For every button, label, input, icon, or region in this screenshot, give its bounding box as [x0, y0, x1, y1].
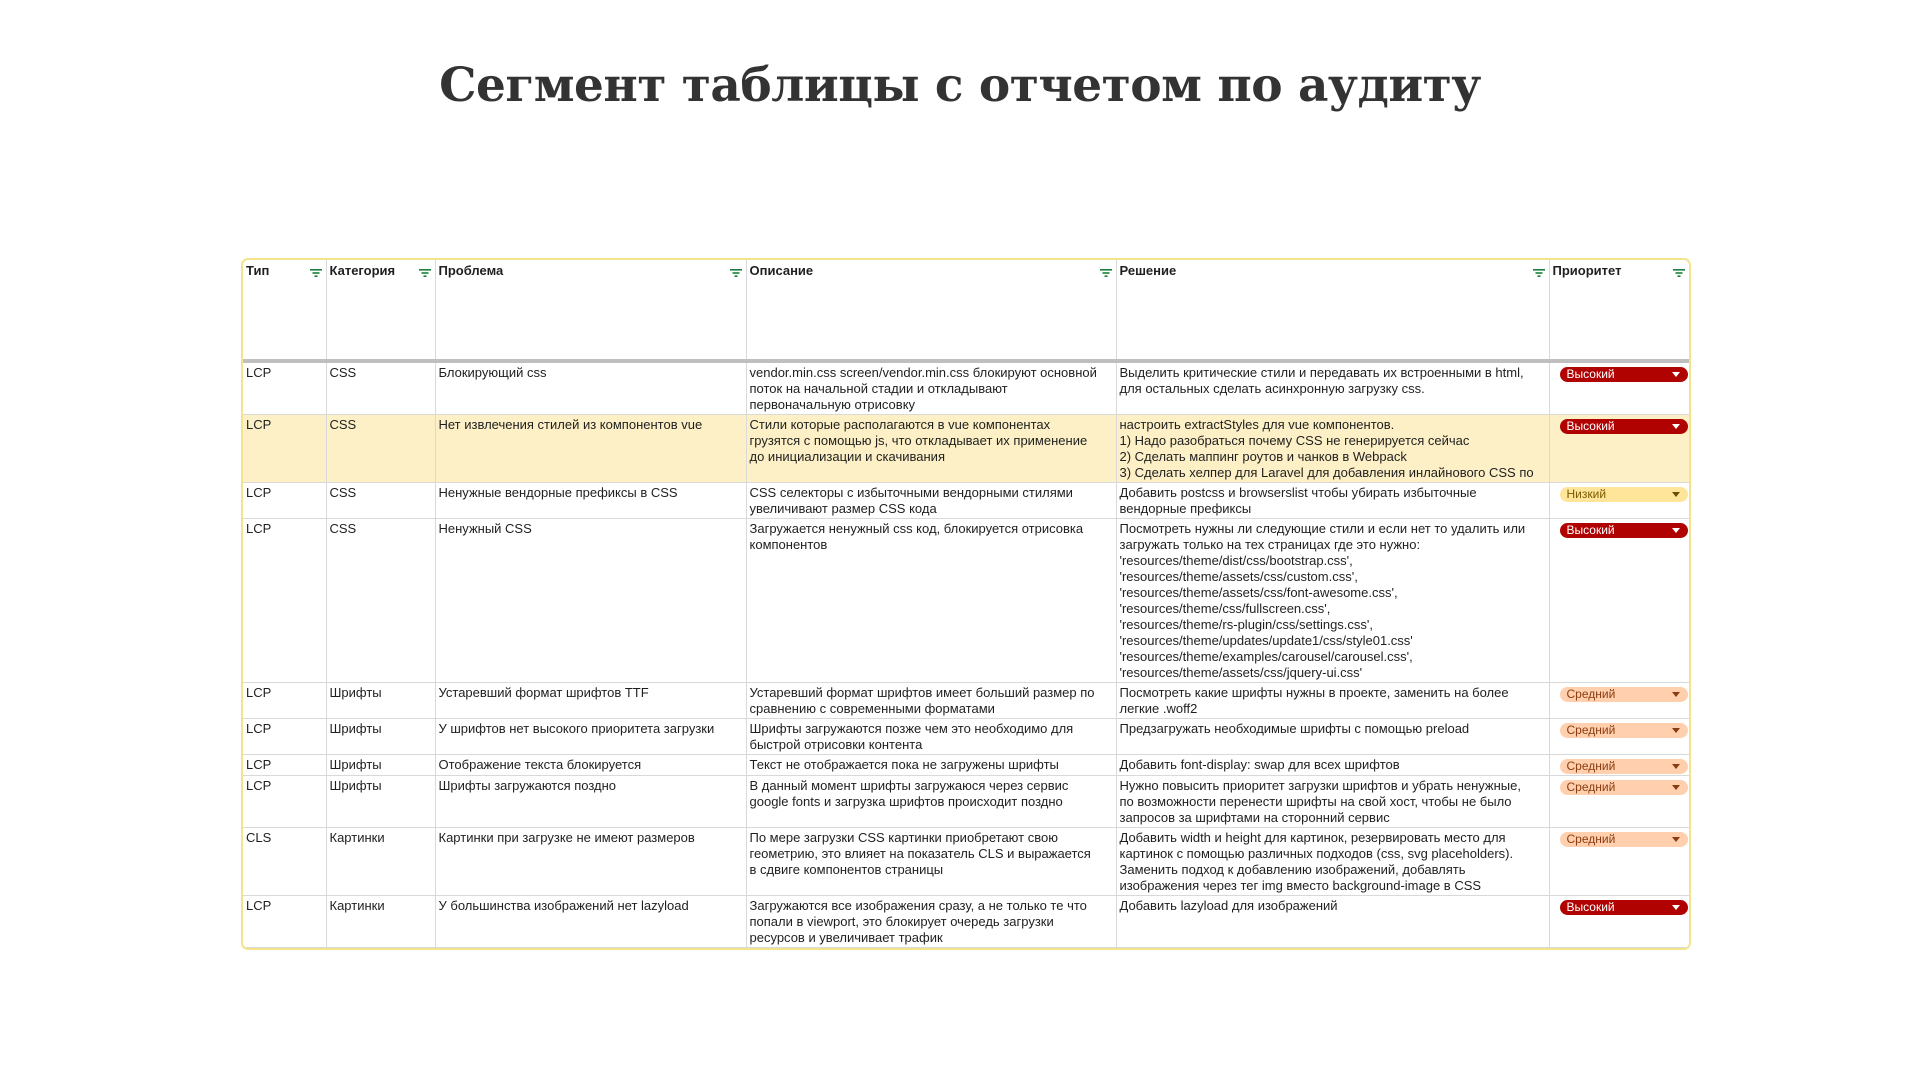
- filter-icon[interactable]: [419, 266, 431, 276]
- cell-description[interactable]: Стили которые располагаются в vue компонентах грузятся с помощью js, что откладывает их применение до инициализации и скачивания: [746, 415, 1116, 483]
- cell-solution[interactable]: Предзагружать необходимые шрифты с помощью preload: [1116, 719, 1549, 755]
- priority-label: Высокий: [1566, 367, 1615, 381]
- cell-category[interactable]: CSS: [326, 519, 435, 683]
- cell-priority: [1549, 776, 1689, 828]
- filter-icon[interactable]: [1100, 266, 1112, 276]
- cell-problem[interactable]: Ненужные вендорные префиксы в CSS: [435, 483, 746, 519]
- cell-problem[interactable]: Ненужный CSS: [435, 519, 746, 683]
- column-header-type[interactable]: [243, 260, 326, 361]
- cell-type[interactable]: CLS: [243, 828, 326, 896]
- priority-dropdown[interactable]: [1560, 523, 1688, 538]
- column-header-label: Тип: [246, 263, 270, 278]
- audit-grid: [243, 260, 1689, 948]
- priority-dropdown[interactable]: [1560, 832, 1688, 847]
- table-row: [243, 519, 1689, 683]
- column-header-problem[interactable]: [435, 260, 746, 361]
- cell-priority: [1549, 361, 1689, 415]
- priority-label: Средний: [1566, 780, 1616, 794]
- table-body: [243, 361, 1689, 948]
- chevron-down-icon: [1672, 785, 1680, 790]
- priority-dropdown[interactable]: [1560, 723, 1688, 738]
- chevron-down-icon: [1672, 728, 1680, 733]
- cell-problem[interactable]: Устаревший формат шрифтов TTF: [435, 683, 746, 719]
- cell-description[interactable]: В данный момент шрифты загружаюся через сервис google fonts и загрузка шрифтов происходит поздно: [746, 776, 1116, 828]
- priority-label: Средний: [1566, 759, 1616, 773]
- cell-type[interactable]: LCP: [243, 896, 326, 948]
- cell-category[interactable]: Шрифты: [326, 719, 435, 755]
- column-header-priority[interactable]: [1549, 260, 1689, 361]
- priority-dropdown[interactable]: [1560, 487, 1688, 502]
- priority-dropdown[interactable]: [1560, 759, 1688, 774]
- cell-solution[interactable]: Выделить критические стили и передавать их встроенными в html, для остальных сделать асинхронную загрузку css.: [1116, 361, 1549, 415]
- chevron-down-icon: [1672, 528, 1680, 533]
- cell-problem[interactable]: Отображение текста блокируется: [435, 755, 746, 776]
- cell-description[interactable]: vendor.min.css screen/vendor.min.css блокируют основной поток на начальной стадии и откладывают первоначальную отрисовку: [746, 361, 1116, 415]
- cell-problem[interactable]: У шрифтов нет высокого приоритета загрузки: [435, 719, 746, 755]
- cell-description[interactable]: Шрифты загружаются позже чем это необходимо для быстрой отрисовки контента: [746, 719, 1116, 755]
- table-row: [243, 776, 1689, 828]
- cell-type[interactable]: LCP: [243, 415, 326, 483]
- cell-description[interactable]: Загружаются все изображения сразу, а не только те что попали в viewport, это блокирует очередь загрузки ресурсов и увеличивает трафик: [746, 896, 1116, 948]
- column-header-label: Приоритет: [1552, 263, 1622, 278]
- cell-type[interactable]: LCP: [243, 719, 326, 755]
- cell-problem[interactable]: У большинства изображений нет lazyload: [435, 896, 746, 948]
- cell-priority: [1549, 719, 1689, 755]
- cell-priority: [1549, 519, 1689, 683]
- cell-description[interactable]: По мере загрузки CSS картинки приобретают свою геометрию, это влияет на показатель CLS и выражается в сдвиге компонентов страницы: [746, 828, 1116, 896]
- filter-icon[interactable]: [730, 266, 742, 276]
- cell-problem[interactable]: Шрифты загружаются поздно: [435, 776, 746, 828]
- cell-category[interactable]: Шрифты: [326, 755, 435, 776]
- cell-description[interactable]: Загружается ненужный css код, блокируется отрисовка компонентов: [746, 519, 1116, 683]
- priority-dropdown[interactable]: [1560, 367, 1688, 382]
- cell-description[interactable]: CSS селекторы с избыточными вендорными стилями увеличивают размер CSS кода: [746, 483, 1116, 519]
- cell-problem[interactable]: Нет извлечения стилей из компонентов vue: [435, 415, 746, 483]
- cell-category[interactable]: CSS: [326, 361, 435, 415]
- column-header-category[interactable]: [326, 260, 435, 361]
- cell-category[interactable]: Картинки: [326, 828, 435, 896]
- cell-solution[interactable]: настроить extractStyles для vue компонентов. 1) Надо разобраться почему CSS не генерируется сейчас 2) Сделать маппинг роутов и чанков в Webpack 3) Сделать хелпер для Laravel для добавления инлайнового CSS по: [1116, 415, 1549, 483]
- table-row: [243, 415, 1689, 483]
- filter-icon[interactable]: [310, 266, 322, 276]
- chevron-down-icon: [1672, 492, 1680, 497]
- cell-priority: [1549, 483, 1689, 519]
- priority-label: Высокий: [1566, 523, 1615, 537]
- cell-category[interactable]: Шрифты: [326, 683, 435, 719]
- priority-label: Высокий: [1566, 900, 1615, 914]
- cell-priority: [1549, 683, 1689, 719]
- chevron-down-icon: [1672, 372, 1680, 377]
- table-row: [243, 719, 1689, 755]
- cell-category[interactable]: CSS: [326, 415, 435, 483]
- priority-label: Средний: [1566, 687, 1616, 701]
- cell-solution[interactable]: Нужно повысить приоритет загрузки шрифтов и убрать ненужные, по возможности перенести шрифты на свой хост, чтобы не было запросов за шрифтами на сторонний сервис: [1116, 776, 1549, 828]
- column-header-description[interactable]: [746, 260, 1116, 361]
- chevron-down-icon: [1672, 424, 1680, 429]
- priority-label: Средний: [1566, 832, 1616, 846]
- table-row: [243, 896, 1689, 948]
- filter-icon[interactable]: [1533, 266, 1545, 276]
- chevron-down-icon: [1672, 905, 1680, 910]
- cell-category[interactable]: CSS: [326, 483, 435, 519]
- cell-priority: [1549, 828, 1689, 896]
- cell-solution[interactable]: Добавить lazyload для изображений: [1116, 896, 1549, 948]
- priority-dropdown[interactable]: [1560, 687, 1688, 702]
- cell-type[interactable]: LCP: [243, 483, 326, 519]
- cell-solution[interactable]: Посмотреть нужны ли следующие стили и если нет то удалить или загружать только на тех страницах где это нужно: 'resources/theme/dist/css/bootstrap.css', 'resources/theme/assets/css/custom.css', 'resources/theme/assets/css/font-awesome.css', 'resources/theme/css/fullscreen.css', 'resources/theme/rs-plugin/css/settings.css', 'resources/theme/updates/update1/css/style01.css' 'resources/theme/examples/carousel/carousel.css', 'resources/theme/assets/css/jquery-ui.css': [1116, 519, 1549, 683]
- cell-solution[interactable]: Добавить font-display: swap для всех шрифтов: [1116, 755, 1549, 776]
- cell-type[interactable]: LCP: [243, 776, 326, 828]
- filter-icon[interactable]: [1673, 266, 1685, 276]
- cell-priority: [1549, 415, 1689, 483]
- priority-label: Средний: [1566, 723, 1616, 737]
- priority-dropdown[interactable]: [1560, 900, 1688, 915]
- cell-category[interactable]: Картинки: [326, 896, 435, 948]
- priority-label: Высокий: [1566, 419, 1615, 433]
- cell-solution[interactable]: Добавить postcss и browserslist чтобы убирать избыточные вендорные префиксы: [1116, 483, 1549, 519]
- column-header-label: Проблема: [438, 263, 504, 278]
- cell-problem[interactable]: Блокирующий css: [435, 361, 746, 415]
- cell-type[interactable]: LCP: [243, 755, 326, 776]
- column-header-label: Описание: [749, 263, 814, 278]
- chevron-down-icon: [1672, 837, 1680, 842]
- priority-dropdown[interactable]: [1560, 419, 1688, 434]
- table-row: [243, 828, 1689, 896]
- audit-table: [241, 258, 1691, 950]
- priority-dropdown[interactable]: [1560, 780, 1688, 795]
- cell-solution[interactable]: Посмотреть какие шрифты нужны в проекте, заменить на более легкие .woff2: [1116, 683, 1549, 719]
- table-row: [243, 683, 1689, 719]
- column-header-label: Категория: [329, 263, 396, 278]
- table-row: [243, 755, 1689, 776]
- cell-priority: [1549, 896, 1689, 948]
- column-header-label: Решение: [1119, 263, 1177, 278]
- column-header-solution[interactable]: [1116, 260, 1549, 361]
- header-row: [243, 260, 1689, 361]
- table-row: [243, 361, 1689, 415]
- cell-description[interactable]: Устаревший формат шрифтов имеет больший размер по сравнению с современными форматами: [746, 683, 1116, 719]
- cell-description[interactable]: Текст не отображается пока не загружены шрифты: [746, 755, 1116, 776]
- cell-type[interactable]: LCP: [243, 683, 326, 719]
- chevron-down-icon: [1672, 692, 1680, 697]
- page-title: Сегмент таблицы с отчетом по аудиту: [439, 58, 1481, 113]
- cell-type[interactable]: LCP: [243, 519, 326, 683]
- cell-solution[interactable]: Добавить width и height для картинок, резервировать место для картинок с помощью различных подходов (css, svg placeholders). Заменить подход к добавлению изображений, добавлять изображения через тег img вместо background-image в CSS: [1116, 828, 1549, 896]
- cell-type[interactable]: LCP: [243, 361, 326, 415]
- chevron-down-icon: [1672, 764, 1680, 769]
- cell-priority: [1549, 755, 1689, 776]
- priority-label: Низкий: [1566, 487, 1607, 501]
- table-row: [243, 483, 1689, 519]
- cell-category[interactable]: Шрифты: [326, 776, 435, 828]
- cell-problem[interactable]: Картинки при загрузке не имеют размеров: [435, 828, 746, 896]
